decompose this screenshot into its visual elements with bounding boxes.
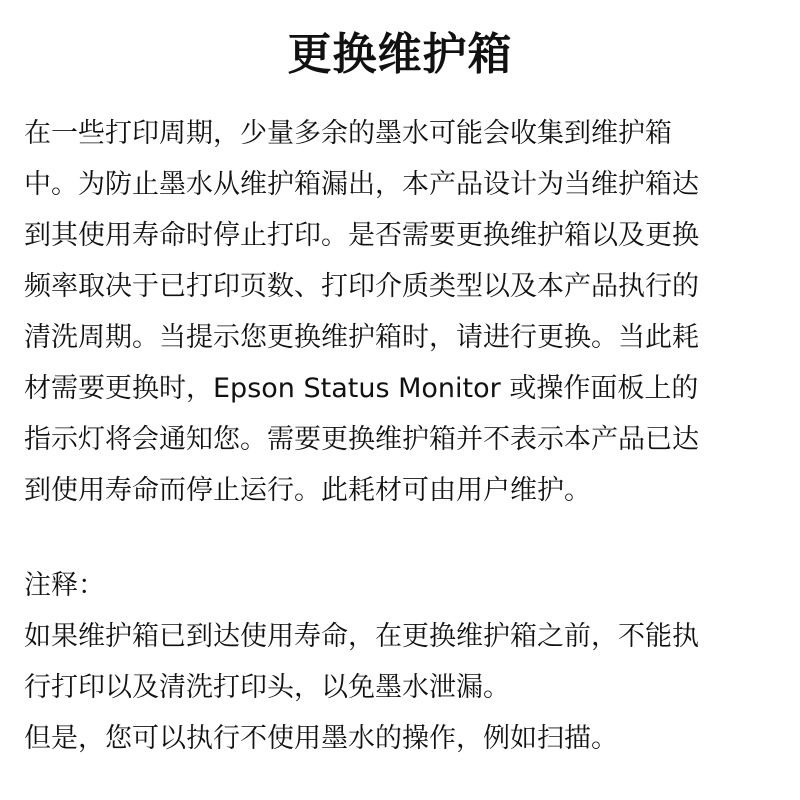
paragraph-line: 到使用寿命而停止运行。此耗材可由用户维护。 [24,475,591,506]
paragraph-line: 中。为防止墨水从维护箱漏出，本产品设计为当维护箱达 [24,169,699,200]
main-paragraph [24,108,784,516]
note-section [24,560,784,764]
paragraph-line: 指示灯将会通知您。需要更换维护箱并不表示本产品已达 [24,424,699,455]
page-title: 更换维护箱 [287,29,513,80]
note-line: 但是，您可以执行不使用墨水的操作，例如扫描。 [24,723,618,754]
paragraph-line: 清洗周期。当提示您更换维护箱时，请进行更换。当此耗 [24,322,699,353]
note-line: 行打印以及清洗打印头，以免墨水泄漏。 [24,672,510,703]
paragraph-line: 材需要更换时，Epson Status Monitor 或操作面板上的 [24,373,699,404]
paragraph-line: 频率取决于已打印页数、打印介质类型以及本产品执行的 [24,271,699,302]
note-line: 如果维护箱已到达使用寿命，在更换维护箱之前，不能执 [24,621,699,652]
note-label: 注释： [24,570,105,601]
paragraph-line: 到其使用寿命时停止打印。是否需要更换维护箱以及更换 [24,220,699,251]
paragraph-line: 在一些打印周期，少量多余的墨水可能会收集到维护箱 [24,118,672,149]
